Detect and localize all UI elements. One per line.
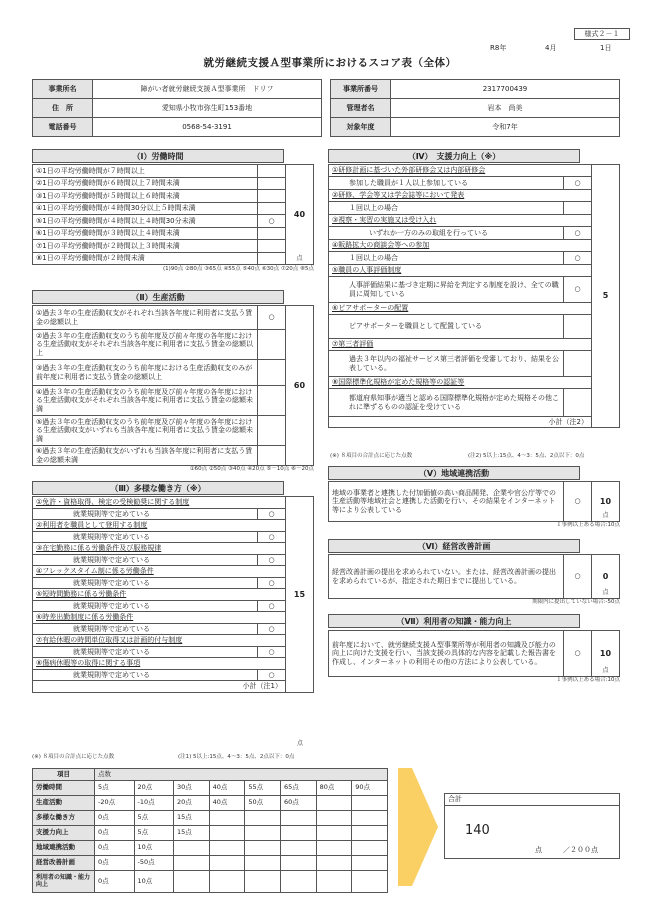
labor-score: 40 点 [286, 165, 314, 265]
points-cell: -10点 [134, 796, 174, 811]
knowledge-score: 10 点 [592, 631, 620, 677]
regional-score: 10 点 [592, 482, 620, 522]
points-row-label: 利用者の知識・能力向上 [33, 871, 95, 893]
diverse-item-sub: 就業規則等で定めている [33, 577, 258, 589]
knowledge-section-title: （Ⅶ）利用者の知識・能力向上 [328, 614, 580, 628]
points-cell [352, 796, 388, 811]
support-section-title: （Ⅳ） 支援力向上（※） [328, 149, 580, 163]
points-cell: 50点 [245, 796, 281, 811]
points-cell: 0点 [95, 841, 135, 856]
production-item: ③過去３年の生産活動収支のうち前年度における生産活動収支のみが前年度に利用者に支払う賃金の総額以上 [33, 360, 258, 386]
diverse-item-sub: 就業規則等で定めている [33, 508, 258, 520]
points-cell [209, 871, 245, 893]
diverse-item-title: ③在宅勤務に係る労働条件及び服務規律 [33, 543, 286, 555]
support-item-title: ④販路拡大の商談会等への参加 [329, 240, 592, 252]
points-row-label: 多様な働き方 [33, 811, 95, 826]
diverse-mark: ○ [258, 646, 286, 658]
labor-mark [258, 190, 286, 203]
support-mark [564, 202, 592, 215]
points-cell [245, 811, 281, 826]
page-title: 就労継続支援Ａ型事業所におけるスコア表（全体） [203, 57, 457, 69]
phone: 0568-54-3191 [93, 118, 322, 137]
points-cell: 0点 [95, 871, 135, 893]
points-cell: 30点 [174, 781, 210, 796]
points-cell: 60点 [280, 796, 316, 811]
points-cell [245, 826, 281, 841]
labor-mark [258, 202, 286, 215]
total-max: ／２００点 [563, 846, 598, 854]
office-no-label: 事業所番号 [331, 80, 391, 99]
labor-item: ②1日の平均労働時間が６時間以上７時間未満 [33, 177, 258, 190]
points-cell: 5点 [95, 781, 135, 796]
points-cell [245, 871, 281, 893]
labor-mark: ○ [258, 215, 286, 228]
support-mark: ○ [564, 252, 592, 265]
points-cell: 0点 [95, 856, 135, 871]
points-cell: 5点 [134, 811, 174, 826]
support-note-left: (※) ８項目の合計点に応じた点数 [330, 453, 413, 459]
regional-mark: ○ [564, 482, 592, 522]
points-cell [352, 841, 388, 856]
address-label: 住 所 [33, 99, 93, 118]
diverse-subtotal-label: 小計（注1） [33, 681, 286, 693]
diverse-mark: ○ [258, 577, 286, 589]
labor-mark [258, 165, 286, 178]
knowledge-note: １事例以上ある場合:10点 [556, 677, 620, 683]
points-cell [174, 871, 210, 893]
date-era: R8年 [490, 44, 507, 52]
points-cell: 55点 [245, 781, 281, 796]
production-item: ④過去３年の生産活動収支のうち前年度及び前々年度の各年度における生産活動収支がそれぞれ当該各年度に利用者に支払う賃金の総額未満 [33, 386, 258, 416]
points-cell [280, 841, 316, 856]
points-cell [245, 841, 281, 856]
diverse-item-sub: 就業規則等で定めている [33, 669, 258, 681]
labor-item: ①1日の平均労働時間が７時間以上 [33, 165, 258, 178]
support-item-sub: 人事評価結果に基づき定期に昇給を判定する制度を設け、全ての職員に周知している [329, 277, 564, 303]
points-cell: 5点 [134, 826, 174, 841]
diverse-mark: ○ [258, 554, 286, 566]
points-cell [209, 841, 245, 856]
production-item: ②過去３年の生産活動収支のうち前年度及び前々年度の各年度における生産活動収支がそれぞれ当該各年度に利用者に支払う賃金の総額以上 [33, 330, 258, 360]
support-table [328, 164, 620, 428]
manager-label: 管理者名 [331, 99, 391, 118]
diverse-item-title: ⑧傷病休暇等の取得に関する事項 [33, 658, 286, 670]
diverse-item-title: ⑤短時間勤務に係る労働条件 [33, 589, 286, 601]
points-cell: 65点 [280, 781, 316, 796]
diverse-note-left: (※) ８項目の合計点に応じた点数 [32, 754, 115, 760]
points-cell: 20点 [134, 781, 174, 796]
points-cell [316, 811, 352, 826]
diverse-item-sub: 就業規則等で定めている [33, 554, 258, 566]
support-score: 5 [592, 165, 620, 428]
points-cell: 0点 [95, 811, 135, 826]
points-cell [280, 811, 316, 826]
points-cell: 15点 [174, 826, 210, 841]
phone-label: 電話番号 [33, 118, 93, 137]
support-item-sub: 過去３年以内の福祉サービス第三者評価を受審しており、結果を公表している。 [329, 351, 564, 377]
support-mark: ○ [564, 177, 592, 190]
production-mark [258, 386, 286, 416]
points-cell [280, 856, 316, 871]
production-item: ①過去３年の生産活動収支がそれぞれ当該各年度に利用者に支払う賃金の総額以上 [33, 306, 258, 330]
labor-item: ⑤1日の平均労働時間が４時間以上４時間30分未満 [33, 215, 258, 228]
date-day: 1日 [600, 44, 612, 52]
improve-text: 経営改善計画の提出を求められていない。または、経営改善計画の提出を求められているが、指定された期日までに提出している。 [329, 555, 564, 599]
points-cell: 10点 [134, 871, 174, 893]
production-mark [258, 416, 286, 446]
support-item-sub: 参加した職員が１人以上参加している [329, 177, 564, 190]
points-cell [174, 856, 210, 871]
points-col-item: 項目 [33, 769, 95, 781]
points-cell: 15点 [174, 811, 210, 826]
diverse-item-title: ②利用者を職員として登用する制度 [33, 520, 286, 532]
diverse-table [32, 496, 314, 693]
year-label: 対象年度 [331, 118, 391, 137]
support-item-sub: １回以上の場合 [329, 252, 564, 265]
points-cell [316, 871, 352, 893]
support-item-sub: １回以上の場合 [329, 202, 564, 215]
total-value: 140 [465, 823, 490, 838]
knowledge-table [328, 630, 620, 677]
support-item-title: ③視察・実習の実施又は受け入れ [329, 215, 592, 227]
labor-item: ③1日の平均労働時間が５時間以上６時間未満 [33, 190, 258, 203]
points-cell [316, 856, 352, 871]
diverse-item-title: ⑦有給休暇の時間単位取得又は計画的付与制度 [33, 635, 286, 647]
diverse-section-title: （Ⅲ）多様な働き方（※） [32, 481, 284, 495]
improve-score: 0 点 [592, 555, 620, 599]
arrow-right-icon [398, 768, 438, 886]
improve-note: 期限内に提出していない場合:-50点 [532, 599, 620, 605]
production-mark: ○ [258, 306, 286, 330]
info-table-left [32, 79, 322, 137]
points-cell [352, 811, 388, 826]
production-table [32, 305, 314, 466]
points-cell [280, 826, 316, 841]
diverse-score: 15 [286, 497, 314, 693]
diverse-item-title: ⑥時差出勤制度に係る労働条件 [33, 612, 286, 624]
points-row-label: 労働時間 [33, 781, 95, 796]
production-mark [258, 330, 286, 360]
labor-section-title: （Ⅰ）労働時間 [32, 149, 284, 163]
knowledge-text: 前年度において、就労継続支援Ａ型事業所等が利用者の知識及び能力の向上に向けた支援を行い、当該支援の具体的な内容を記載した報告書を作成し、インターネットの利用その他の方法により公表している。 [329, 631, 564, 677]
year: 令和7年 [391, 118, 620, 137]
support-item-title: ①研修計画に基づいた外部研修会又は内部研修会 [329, 165, 592, 177]
labor-mark [258, 227, 286, 240]
support-mark: ○ [564, 277, 592, 303]
points-cell: 0点 [95, 826, 135, 841]
support-item-sub: ピアサポーターを職員として配置している [329, 315, 564, 339]
office-name-label: 事業所名 [33, 80, 93, 99]
points-cell [316, 796, 352, 811]
labor-mark [258, 252, 286, 265]
diverse-mark: ○ [258, 508, 286, 520]
points-col-score: 点数 [95, 769, 388, 781]
support-note-right: (注2) 5以上:15点、4～3：5点、2点以下：0点 [468, 453, 585, 459]
form-number: 様式２－１ [574, 28, 630, 40]
diverse-mark: ○ [258, 669, 286, 681]
points-cell [245, 856, 281, 871]
support-subtotal-label: 小計（注2） [329, 417, 592, 428]
regional-note: １事例以上ある場合:10点 [556, 522, 620, 528]
improve-section-title: （Ⅵ）経営改善計画 [328, 539, 580, 553]
points-cell: 20点 [174, 796, 210, 811]
support-item-title: ⑥ピアサポーターの配置 [329, 303, 592, 315]
points-cell [174, 841, 210, 856]
points-cell: -50点 [134, 856, 174, 871]
date-month: 4月 [545, 44, 557, 52]
total-box [444, 793, 620, 859]
diverse-item-sub: 就業規則等で定めている [33, 623, 258, 635]
total-unit: 点 [535, 846, 542, 854]
regional-text: 地域の事業者と連携した付加価値の高い商品開発、企業や官公庁等での生産活動等地域社会と連携した活動を行い、その結果をインターネット等により公表している [329, 482, 564, 522]
production-item: ⑥過去３年の生産活動収支がいずれも当該各年度に利用者に支払う賃金の総額未満 [33, 446, 258, 466]
points-row-label: 生産活動 [33, 796, 95, 811]
diverse-note-right: (注1) 5以上:15点、4～3：5点、2点以下：0点 [178, 754, 295, 760]
regional-section-title: （Ⅴ）地域連携活動 [328, 466, 580, 480]
improve-table [328, 554, 620, 599]
points-cell [352, 871, 388, 893]
production-section-title: （Ⅱ）生産活動 [32, 290, 284, 304]
support-mark [564, 389, 592, 417]
points-cell: 80点 [316, 781, 352, 796]
points-cell: 90点 [352, 781, 388, 796]
points-cell [316, 841, 352, 856]
production-mark [258, 446, 286, 466]
labor-item: ⑥1日の平均労働時間が３時間以上４時間未満 [33, 227, 258, 240]
support-mark: ○ [564, 227, 592, 240]
office-no: 2317700439 [391, 80, 620, 99]
regional-table [328, 481, 620, 522]
points-cell [316, 826, 352, 841]
production-score: 60 [286, 306, 314, 466]
points-row-label: 地域連携活動 [33, 841, 95, 856]
labor-item: ⑦1日の平均労働時間が２時間以上３時間未満 [33, 240, 258, 253]
info-table-right [330, 79, 620, 137]
diverse-item-sub: 就業規則等で定めている [33, 600, 258, 612]
support-mark [564, 351, 592, 377]
diverse-item-sub: 就業規則等で定めている [33, 646, 258, 658]
manager: 岩本 尚美 [391, 99, 620, 118]
points-table [32, 768, 388, 893]
labor-item: ⑧1日の平均労働時間が２時間未満 [33, 252, 258, 265]
points-cell [352, 856, 388, 871]
support-item-title: ②研修、学会等又は学会誌等において発表 [329, 190, 592, 202]
support-mark [564, 315, 592, 339]
diverse-mark: ○ [258, 531, 286, 543]
support-item-title: ⑧国際標準化規格が定めた規格等の認証等 [329, 377, 592, 389]
points-cell [352, 826, 388, 841]
points-cell: 40点 [209, 781, 245, 796]
points-cell [280, 871, 316, 893]
production-mark [258, 360, 286, 386]
labor-table [32, 164, 314, 265]
points-row-label: 支援力向上 [33, 826, 95, 841]
knowledge-mark: ○ [564, 631, 592, 677]
support-item-sub: いずれか一方のみの取組を行っている [329, 227, 564, 240]
points-cell: -20点 [95, 796, 135, 811]
labor-mark [258, 240, 286, 253]
production-footnote: ①60点 ②50点 ③40点 ④20点 ⑤－10点 ⑥－20点 [189, 466, 314, 472]
support-item-title: ⑦第三者評価 [329, 339, 592, 351]
diverse-mark: ○ [258, 623, 286, 635]
address: 愛知県小牧市弥生町153番地 [93, 99, 322, 118]
points-cell [209, 856, 245, 871]
labor-footnote: (1)90点 ②80点 ③65点 ④55点 ⑤40点 ⑥30点 ⑦20点 ⑧5点 [162, 266, 314, 272]
total-label: 合計 [445, 794, 619, 806]
production-item: ⑤過去３年の生産活動収支のうち前年度及び前々年度の各年度における生産活動収支がいずれも当該各年度に利用者に支払う賃金の総額未満 [33, 416, 258, 446]
labor-item: ④1日の平均労働時間が４時間30分以上５時間未満 [33, 202, 258, 215]
points-cell: 10点 [134, 841, 174, 856]
office-name: 障がい者就労継続支援Ａ型事業所 ドリフ [93, 80, 322, 99]
labor-mark [258, 177, 286, 190]
improve-mark: ○ [564, 555, 592, 599]
points-row-label: 経営改善計画 [33, 856, 95, 871]
diverse-unit: 点 [297, 740, 304, 747]
diverse-item-title: ④フレックスタイム制に係る労働条件 [33, 566, 286, 578]
support-item-sub: 都道府県知事が適当と認める国際標準化規格が定めた規格その他これに準ずるものの認証を受けている [329, 389, 564, 417]
diverse-item-sub: 就業規則等で定めている [33, 531, 258, 543]
diverse-mark: ○ [258, 600, 286, 612]
diverse-item-title: ①免許・資格取得、検定の受検勧奨に関する制度 [33, 497, 286, 509]
points-cell: 40点 [209, 796, 245, 811]
points-cell [209, 811, 245, 826]
support-item-title: ⑤職員の人事評価制度 [329, 265, 592, 277]
points-cell [209, 826, 245, 841]
